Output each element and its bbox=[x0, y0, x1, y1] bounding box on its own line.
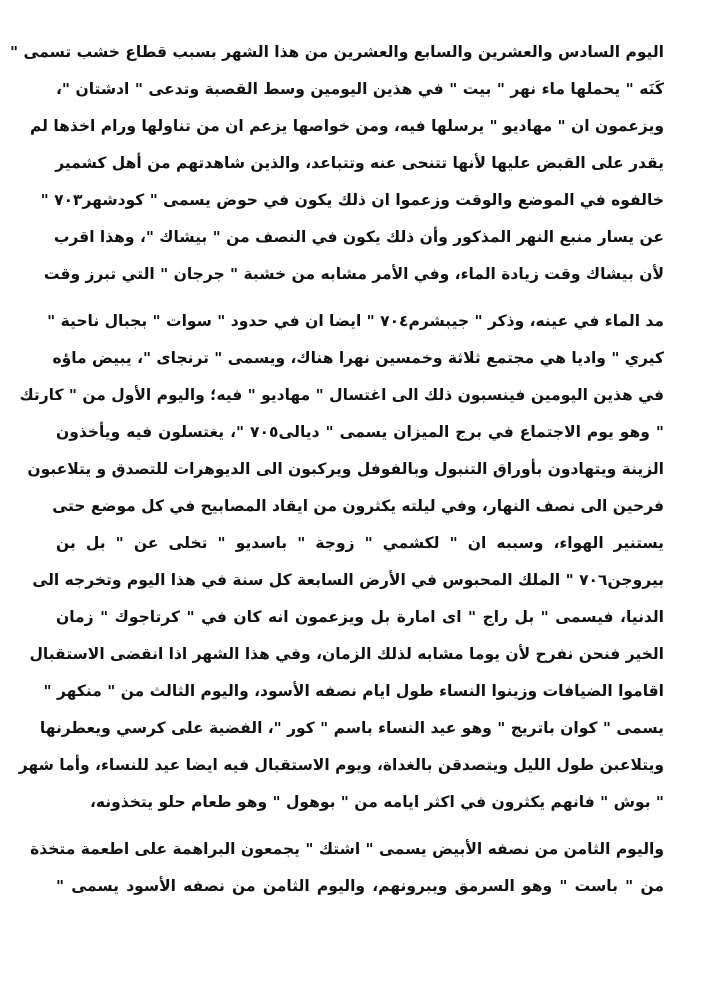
text-line: " وهو يوم الاجتماع في برج الميزان يسمى " ديالى٧٠٥ "، يغتسلون فيه ويأخذون bbox=[56, 423, 664, 441]
text-line: يقدر على القبض عليها لأنها تتنحى عنه وتتباعد، والذين شاهدتهم من أهل كشمير bbox=[55, 154, 664, 172]
text-line: من " باست " وهو السرمق ويبرونهم، واليوم الثامن من نصفه الأسود يسمى " bbox=[56, 877, 664, 895]
paragraph-1 bbox=[10, 34, 664, 293]
text-line: ويتلاعبن طول الليل ويتصدقن بالغداة، ويوم الاستقبال فيه ايضا عيد للنساء، وأما شهر bbox=[18, 756, 664, 774]
text-line: خالفوه في الموضع والوقت وزعموا ان ذلك يكون في حوض يسمى " كودشهر٧٠٣ " bbox=[40, 191, 664, 209]
document-page bbox=[10, 34, 664, 915]
text-line: اقاموا الضيافات وزينوا النساء طول ايام نصفه الأسود، واليوم الثالث من " منكهر " bbox=[43, 682, 664, 700]
text-line: الخير فنحن نفرح لأن يوما مشابه لذلك الزمان، وفي هذا الشهر اذا انقضى الاستقبال bbox=[29, 645, 664, 663]
text-line: مد الماء في عينه، وذكر " جيبشرم٧٠٤ " ايضا ان في حدود " سوات " بجبال ناحية " bbox=[47, 312, 664, 330]
text-line: كَنَه " يحملها ماء نهر " بيت " في هذين اليومين وسط القصبة وتدعى " ادشتان "، bbox=[56, 80, 664, 98]
text-line: الزينة ويتهادون بأوراق التنبول وبالفوفل ويركبون الى الديوهرات للتصدق و يتلاعبون bbox=[27, 460, 664, 478]
text-line: كيري " واديا هي مجتمع ثلاثة وخمسين نهرا هناك، ويسمى " ترنجاى "، يبيض ماؤه bbox=[52, 349, 664, 367]
text-line: لأن بيشاك وقت زيادة الماء، وفي الأمر مشابه من خشبة " جرجان " التي تبرز وقت bbox=[43, 265, 664, 283]
text-line: " بوش " فانهم يكثرون في اكثر ايامه من " بوهول " وهو طعام حلو يتخذونه، bbox=[90, 793, 664, 811]
text-line: يستنير الهواء، وسببه ان " لكشمي " زوجة " باسديو " تخلى عن " بل بن bbox=[56, 534, 664, 552]
text-line: الدنيا، فيسمى " بل راج " اى امارة بل ويزعمون انه كان في " كرتاجوك " زمان bbox=[56, 608, 664, 626]
text-line: ويزعمون ان " مهاديو " يرسلها فيه، ومن خواصها يزعم ان من تناولها ورام اخذها لم bbox=[29, 117, 664, 135]
paragraph-2 bbox=[18, 303, 664, 821]
text-line: عن يسار منبع النهر المذكور وأن ذلك يكون في النصف من " بيشاك "، وهذا اقرب bbox=[53, 228, 664, 246]
paragraph-3 bbox=[30, 831, 664, 905]
text-line: يسمى " كوان باتريج " وهو عيد النساء باسم " كور "، الفضية على كرسي ويعطرنها bbox=[39, 719, 664, 737]
text-line: فرحين الى نصف النهار، وفي ليلته يكثرون من ايقاد المصابيح في كل موضع حتى bbox=[52, 497, 664, 515]
text-line: في هذين اليومين فينسبون ذلك الى اغتسال " مهاديو " فيه؛ واليوم الأول من " كارتك bbox=[19, 386, 664, 404]
text-line: اليوم السادس والعشرين والسابع والعشرين من هذا الشهر بسبب قطاع خشب تسمى " bbox=[10, 43, 664, 61]
text-line: واليوم الثامن من نصفه الأبيض يسمى " اشتك " يجمعون البراهمة على اطعمة متخذة bbox=[30, 840, 664, 858]
text-line: بيروجن٧٠٦ " الملك المحبوس في الأرض السابعة كل سنة في هذا اليوم وتخرجه الى bbox=[32, 571, 664, 589]
